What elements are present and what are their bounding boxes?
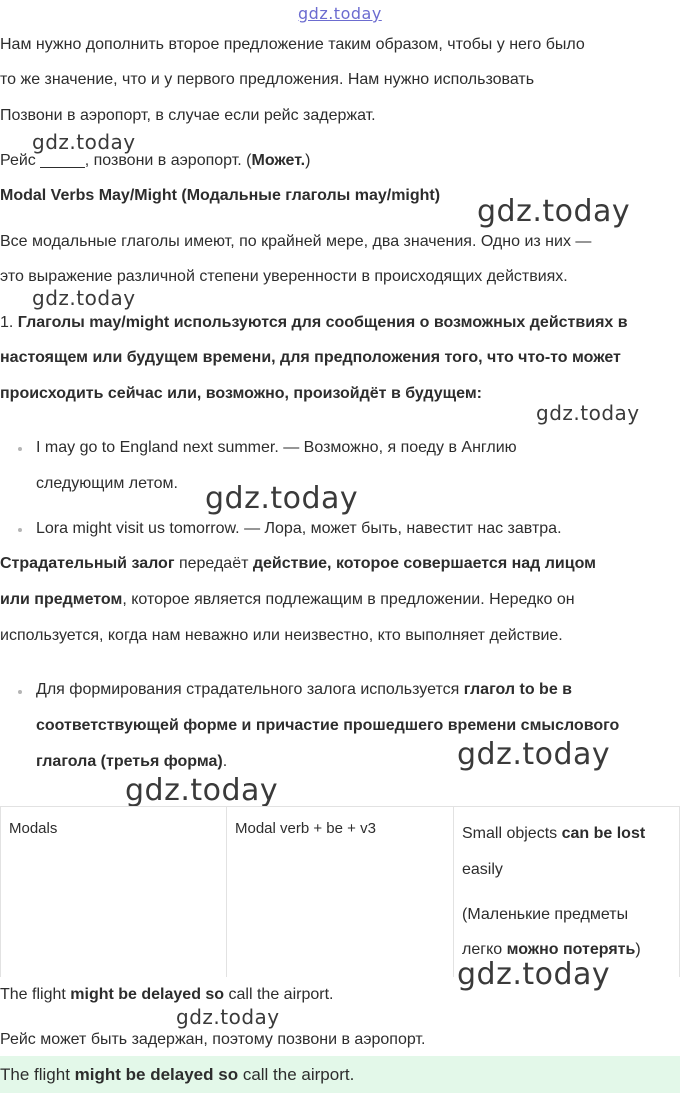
formation-line	[36, 680, 572, 700]
watermark-top: gdz.today	[298, 4, 382, 23]
answer-translation: Рейс может быть задержан, поэтому позвони в аэропорт.	[0, 1031, 426, 1048]
intro-line: Позвони в аэропорт, в случае если рейс задержат.	[0, 107, 376, 124]
intro-line: то же значение, что и у первого предложения. Нам нужно использовать	[0, 71, 535, 88]
modals-table	[0, 806, 680, 977]
example-line: I may go to England next summer. — Возможно, я поеду в Англию	[36, 439, 517, 456]
paragraph-line: Все модальные глаголы имеют, по крайней мере, два значения. Одно из них —	[0, 233, 592, 250]
rule-number: 1.	[0, 314, 18, 331]
passive-line: используется, когда нам неважно или неизвестно, кто выполняет действие.	[0, 627, 563, 644]
intro-line: Нам нужно дополнить второе предложение таким образом, чтобы у него было	[0, 36, 585, 53]
bullet-icon	[18, 447, 22, 451]
watermark: gdz.today	[477, 194, 631, 229]
watermark: gdz.today	[536, 401, 640, 425]
passive-emph: или предметом	[0, 591, 123, 608]
example-line: Lora might visit us tomorrow. — Лора, может быть, навестит нас завтра.	[36, 520, 562, 537]
example-line: следующим летом.	[36, 475, 178, 492]
passive-text: , которое является подлежащим в предложении. Нередко он	[122, 591, 575, 608]
watermark: gdz.today	[457, 957, 611, 992]
table-cell-text: Modals	[9, 820, 58, 837]
intro-task-line	[0, 151, 310, 171]
table-cell-text: Small objects can be lost	[462, 825, 646, 842]
table-cell-text: (Маленькие предметы	[462, 906, 629, 923]
table-cell-text: Modal verb + be + v3	[235, 820, 376, 837]
answer-final: The flight might be delayed so call the airport.	[0, 1065, 355, 1084]
rule-line: настоящем или будущем времени, для предположения того, что что-то может	[0, 349, 621, 366]
table-cell-text: easily	[462, 861, 503, 878]
watermark: gdz.today	[32, 286, 136, 310]
task-text-end: )	[305, 152, 311, 169]
rule-line: происходить сейчас или, возможно, произойдёт в будущем:	[0, 385, 482, 402]
paragraph-line: это выражение различной степени уверенности в происходящих действиях.	[0, 268, 568, 285]
answer-line: The flight might be delayed so call the airport.	[0, 986, 334, 1003]
table-cell	[0, 807, 226, 977]
task-hint: Может.	[251, 152, 306, 169]
passive-emph: действие, которое совершается над лицом	[252, 555, 596, 572]
formation-emph: глагола (третья форма)	[36, 753, 223, 770]
formation-line	[36, 752, 227, 772]
formation-text: .	[222, 753, 228, 770]
bullet-icon	[18, 528, 22, 532]
rule-text: Глаголы may/might используются для сообщения о возможных действиях в	[17, 314, 628, 331]
formation-line: соответствующей форме и причастие прошедшего времени смыслового	[36, 717, 620, 734]
watermark: gdz.today	[205, 481, 359, 516]
formation-text: Для формирования страдательного залога используется	[36, 681, 464, 698]
watermark: gdz.today	[125, 773, 279, 808]
passive-text: передаёт	[174, 555, 253, 572]
table-cell	[226, 807, 453, 977]
table-cell	[453, 807, 680, 977]
watermark: gdz.today	[32, 130, 136, 154]
passive-term: Страдательный залог	[0, 555, 175, 572]
watermark: gdz.today	[176, 1005, 280, 1029]
section-heading: Modal Verbs May/Might (Модальные глаголы may/might)	[0, 187, 441, 204]
formation-emph: глагол to be в	[463, 681, 572, 698]
watermark: gdz.today	[457, 737, 611, 772]
passive-line	[0, 554, 596, 574]
table-cell-text: легко можно потерять)	[462, 941, 641, 958]
passive-line	[0, 590, 575, 610]
task-text: Рейс _____, позвони в аэропорт. (	[0, 152, 252, 169]
answer-highlight	[0, 1056, 680, 1093]
rule-line	[0, 313, 628, 333]
bullet-icon	[18, 690, 22, 694]
